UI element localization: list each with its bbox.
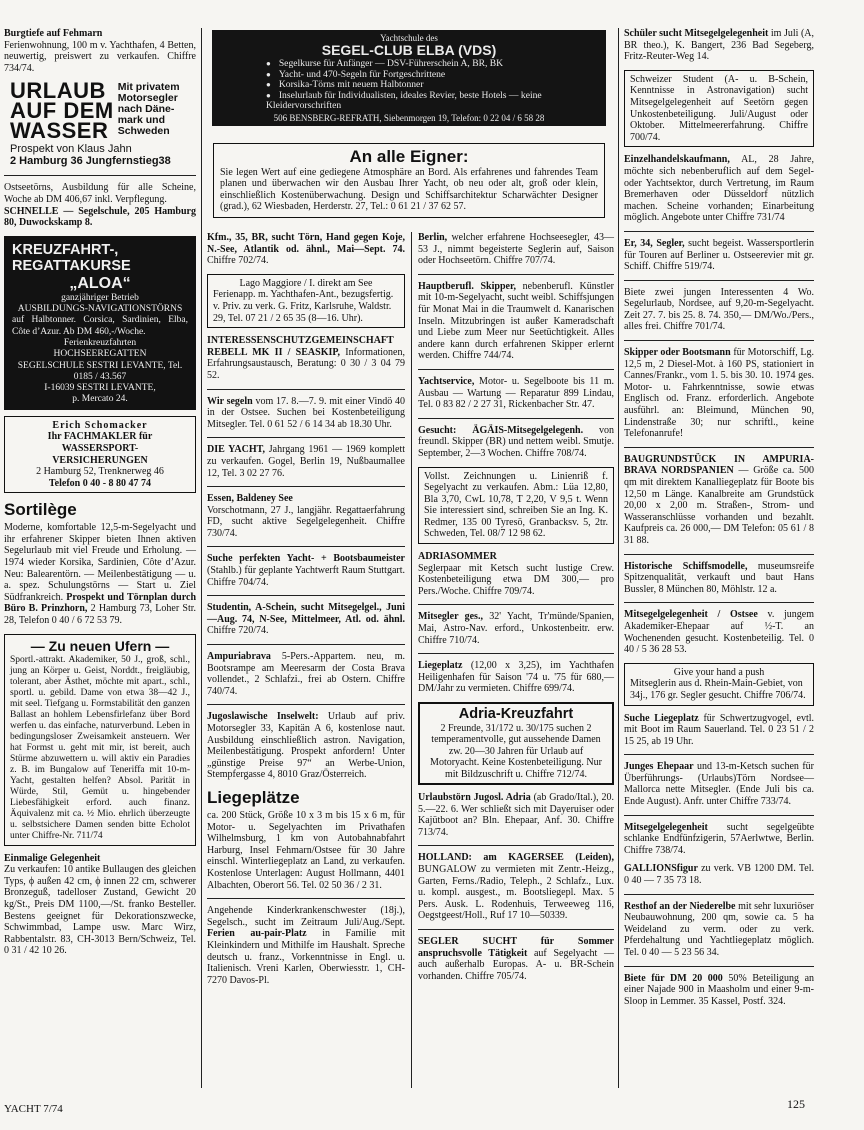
classified-ad bbox=[624, 154, 814, 224]
divider bbox=[207, 546, 405, 547]
ad-heading: Kfm., 35, BR, sucht Törn, Hand gegen Koje, N.-See, Atlantik od. ähnl., Mai—Sept. 74. bbox=[207, 232, 405, 255]
ad-text: gegen Unkostenbeteiligung. Juli/August oder Oktober. Mittelmeererfahrung. Chiffre 700/74. bbox=[630, 96, 808, 143]
schweizer-ad bbox=[624, 70, 814, 148]
classified-ad bbox=[207, 335, 405, 381]
ad-text: Prospekt und Törnplan durch Büro B. Prinzhorn, bbox=[4, 591, 196, 615]
ad-heading: Hauptberufl. Skipper, bbox=[418, 280, 516, 292]
ad-heading: Urlaubstörn Jugosl. Adria bbox=[418, 792, 531, 804]
ad-text: museumsreife Spitzenqualität, verkauft und baut Hans Bussler, 8 München 80, Möhlstr. 12 a. bbox=[624, 560, 815, 595]
ad-heading: Ampuriabrava bbox=[207, 651, 271, 663]
ufern-ad bbox=[4, 634, 196, 846]
schomacker-ad bbox=[4, 416, 196, 494]
divider bbox=[418, 653, 614, 654]
classified-ad bbox=[207, 602, 405, 637]
eigner-title: An alle Eigner: bbox=[349, 147, 469, 166]
divider bbox=[624, 602, 814, 603]
urlaub-ad bbox=[10, 78, 196, 144]
aloa-text: Ferienkreuzfahrten bbox=[63, 337, 137, 348]
classified-ad bbox=[207, 711, 405, 781]
divider bbox=[207, 437, 405, 438]
ad-heading: Biete für DM 20 000 bbox=[624, 972, 723, 984]
divider bbox=[624, 966, 814, 967]
classified-ad bbox=[624, 973, 814, 1008]
classified-ad bbox=[624, 863, 814, 886]
classified-ad bbox=[624, 28, 814, 63]
classified-ad bbox=[418, 660, 614, 695]
ad-text: mit sehr luxuriöser Neubauwohnung, 200 qm, sowie ca. 5 ha Weideland zu verm. oder zu verk. Pferdehaltung und Yachtliegeplatz möglich. Tel. 0 40 — 5 23 56 34. bbox=[624, 900, 814, 958]
ad-text: Angehende Kinderkrankenschwester (18j.), Segelsch., sucht im Zeitraum Juli/Aug./Sept. bbox=[207, 905, 405, 928]
ad-heading: GALLIONSfigur bbox=[624, 863, 698, 875]
ad-text: in Familie mit Kleinkindern und Mithilfe im Haushalt. Spreche deutsch u. franz., Vorkenntnisse in Engl. u. Italienisch. Vreni Karlen, Oberwiesstr. 1, CH-7270 Davos-Pl. bbox=[207, 928, 406, 986]
banner-list bbox=[218, 59, 600, 112]
ad-heading: Berlin, bbox=[418, 232, 448, 243]
ad-text: welcher erfahrene Hochseesegler, 43—53 J., nimmt begeisterte Seglerin auf, Saison oder Hochseetörn. Chiffre 707/74. bbox=[418, 232, 615, 267]
ad-text: Jahrgang 1961 — 1969 komplett zu verkaufen. Gogel, Berlin 19, Nußbaumallee 12, Tel. 3 02 27 76. bbox=[207, 444, 405, 479]
ad-text: nebenberufl. Künstler mit 10-m-Segelyacht, sucht weibl. Schiffsjungen für Monat Mai in die Traumwelt d. Kanarischen Inseln. Mitzubringen ist außer Kameradschaft und Liebe zum Meer nur Seetüchtigkeit. Alles andere kann durch erfahrenen Skipper erlernt werden. Chiffre 744/74. bbox=[418, 280, 614, 362]
divider bbox=[624, 894, 814, 895]
ad-heading: Skipper oder Bootsmann bbox=[624, 347, 731, 359]
ad-text: f. Segelyacht zu verkaufen. Abm.: Lüa 12,80, Bla 3,70, CwL 10,78, T 2,20, V 9,5 t. Wenn Sie interessiert sind, schreiben Sie an Ing. K. Redmer, 135 00 Tyresö, Granbacksv. 5, 2tr. Schweden, Tel. 08/7 12 98 62. bbox=[424, 470, 609, 540]
ad-heading: HOLLAND: am KAGERSEE (Leiden), bbox=[418, 852, 614, 864]
ad-heading: Schüler sucht Mitsegelgelegenheit bbox=[624, 28, 769, 39]
page-number: 125 bbox=[787, 1097, 805, 1111]
column-2 bbox=[207, 232, 405, 993]
banner-item: ● Inselurlaub für Individualisten, ideales Revier, beste Hotels — keine Kleidervorschriften bbox=[266, 91, 600, 112]
ad-text: 5-Pers.-Appartem. neu, m. Bootsrampe am Meeresarm der Costa Brava vollendet., 2 Schlafzi., frei ab Ostern. Chiffre 740/74. bbox=[207, 651, 405, 697]
ad-heading: Vollst. Zeichnungen u. Linienriß bbox=[424, 470, 589, 482]
classified-ad bbox=[418, 936, 614, 982]
banner-address: 506 BENSBERG-REFRATH, Siebenmorgen 19, Telefon: 0 22 04 / 6 58 28 bbox=[273, 112, 545, 123]
classified-ad bbox=[418, 611, 614, 646]
ad-text: Informationen, Erfahrungsaustausch, Beratung: 0 30 / 3 04 79 52. bbox=[207, 346, 405, 381]
aloa-text: HOCHSEEREGATTEN bbox=[53, 349, 147, 360]
urlaub-line: AUF DEM bbox=[10, 98, 114, 124]
divider bbox=[207, 389, 405, 390]
aloa-text: auf Halbtonner. Corsica, Sardinien, Elba, Côte d’Azur. Ab DM 460,-/Woche. bbox=[12, 315, 188, 337]
ad-heading: Erich Schomacker bbox=[52, 419, 148, 431]
divider bbox=[4, 175, 196, 176]
ad-heading: Liegeplatz bbox=[418, 660, 463, 672]
ad-text: Zu verkaufen: 10 antike Bullaugen des gleichen Typs, ϕ außen 42 cm, ϕ innen 22 cm, schwerer Bronzeguß, tadelloser Zustand, Gewicht 20 kg/St., Preis DM 1100,—/St. franko Besteller. Bestens geeignet für Dekorationszwecke, Schwimmbad, Lampe usw. Marc Wirz, Rabbentalstr. 83, CH-3013 Bern/Schweiz, Tel. 0 31 / 42 10 26. bbox=[4, 864, 196, 957]
urlaub-side: nach Däne- bbox=[117, 103, 175, 116]
ad-text: im Juli (A, BR theo.), K. Bangert, 236 Bad Segeberg, Fritz-Reuter-Weg 14. bbox=[624, 28, 815, 63]
banner-item: ● Korsika-Törns mit neuem Halbtonner bbox=[266, 80, 600, 91]
classified-ad bbox=[418, 551, 614, 597]
ad-text: ca. 200 Stück, Größe 10 x 3 m bis 15 x 6 m, für Motor- u. Segelyachten im Privathafen Wilhelmsburg, 1 km von Autobahnabfahrt Harburg, Insel Fehmarn/Ostsee für 30 Jahre einschl. Winterliegeplatz an Land, zu verkaufen. Kostenlose Unterlagen: August Hollmann, 4401 Albachten, Oberort 56. Tel. 02 50 36 / 2 31. bbox=[207, 809, 405, 891]
ad-heading: Adria-Kreuzfahrt bbox=[458, 706, 574, 722]
segel-club-elba-banner bbox=[212, 30, 606, 126]
ad-text: Ferienwohnung, 100 m v. Yachthafen, 4 Betten, neuwertig, preiswert zu verkaufen. Chiffre 734/74. bbox=[4, 39, 196, 74]
urlaub-side: Mit privatem bbox=[117, 81, 180, 94]
ad-text: Seglerpaar mit Ketsch sucht lustige Crew. Kostenbeteiligung etwa DM 300,— pro Pers./Woche. Chiffre 709/74. bbox=[418, 562, 614, 597]
classified-ad bbox=[418, 376, 614, 411]
urlaub-contact bbox=[10, 143, 196, 167]
ad-text: Ferien au-pair-Platz bbox=[207, 928, 307, 940]
divider bbox=[624, 231, 814, 232]
column-rule bbox=[618, 28, 619, 1088]
ad-text: v. jungem Akademiker-Ehepaar auf ½-T. an Wochenenden gesucht. Kostenbeteilig. Tel. 0 40 / 5 36 28 53. bbox=[624, 609, 814, 656]
divider bbox=[207, 644, 405, 645]
ad-heading: Junges Ehepaar bbox=[624, 761, 694, 773]
divider bbox=[207, 704, 405, 705]
divider bbox=[418, 845, 614, 846]
divider bbox=[418, 369, 614, 370]
classified-ad bbox=[624, 287, 814, 333]
ad-text: von freundl. Skipper (BR) und nettem weibl. Smutje. September, 2—3 Wochen. Chiffre 708/74. bbox=[418, 424, 614, 459]
divider bbox=[418, 418, 614, 419]
classified-ad bbox=[207, 396, 405, 431]
ad-text: 2 Freunde, 31/172 u. 30/175 suchen 2 temperamentvolle, gut aussehende Damen zw. 20—30 Jahren für Urlaub auf Motoryacht. Keine Kostenbeteiligung. Nur mit Bildzuschrift u. Chiffre 712/74. bbox=[430, 723, 602, 780]
ad-text: zu verk. VB 1200 DM. Tel. 0 40 — 7 35 73 18. bbox=[624, 863, 814, 887]
ad-text: für Schwertzugvogel, evtl. mit Boot im Raum Sauerland. Tel. 0 23 51 / 2 15 25, ab 19 Uhr. bbox=[624, 712, 815, 747]
ad-heading-large: Sortilège bbox=[4, 500, 77, 520]
divider bbox=[624, 340, 814, 341]
classified-ad bbox=[4, 28, 196, 74]
ad-text: für Motorschiff, Lg. 12,5 m, 2 Diesel-Mot. à 160 PS, stationiert in Cannes/Frankr., vom 1. 5. bis 30. 10. 1974 ges. Motor- u. Fahrkenntnisse, sowie etwas Englisch od. Franz. erforderlich. Angebote ausführl. an: Bleimund, München 90, Lindenstraße 30; nur schriftl., keine Telefonanrufe! bbox=[624, 347, 815, 440]
classified-ad bbox=[624, 713, 814, 748]
ad-text: Motor- u. Segelboote bis 11 m. Ausbau — Wartung — Reparatur 899 Lindau, Tel. 0 83 82 / 2 27 31, Rickenbacher Str. 47. bbox=[418, 375, 615, 411]
classified-ad bbox=[207, 810, 405, 891]
ad-text: 32' Yacht, Tr'münde/Spanien, Mai, Astro-Nav. erford., Unkostenbeitr. erw. Chiffre 710/74. bbox=[418, 611, 614, 646]
aloa-text: ganzjähriger Betrieb bbox=[61, 292, 139, 303]
divider bbox=[624, 280, 814, 281]
banner-item: ● Segelkurse für Anfänger — DSV-Führerschein A, BR, BK bbox=[266, 59, 600, 70]
aloa-text: p. Mercato 24. bbox=[72, 394, 128, 405]
ad-text: sucht begeist. Wassersportlerin für Touren auf Berliner u. Ostseerevier mit gr. Schiff. Chiffre 519/74. bbox=[624, 237, 814, 273]
ad-text: Mitsegelgelegenheit auf Seetörn bbox=[630, 96, 775, 108]
classified-ad bbox=[207, 232, 405, 267]
ad-text: Ihr FACHMAKLER für bbox=[47, 431, 153, 443]
classified-ad bbox=[4, 853, 196, 957]
ad-heading: INTERESSENSCHUTZGEMEINSCHAFT REBELL MK II / SEASKIP, bbox=[207, 335, 394, 358]
give-hand-ad bbox=[624, 663, 814, 706]
urlaub-sub: Prospekt von Klaus Jahn bbox=[10, 143, 132, 156]
classified-ad bbox=[4, 522, 196, 626]
classified-ad bbox=[624, 347, 814, 440]
ad-heading: Burgtiefe auf Fehmarn bbox=[4, 28, 103, 39]
divider bbox=[624, 815, 814, 816]
classified-ad bbox=[418, 232, 614, 267]
ad-text: Telefon 0 40 - 8 80 47 74 bbox=[48, 477, 152, 489]
ad-text: und 13-m-Ketsch suchen für Überführungs- (Urlaubs)Törn Nordsee—Mallorca nette Mitsegler. (Ende Juli bis ca. Ende August). Anfr. unter Chiffre 733/74. bbox=[624, 761, 815, 808]
ad-heading: Resthof an der Niederelbe bbox=[624, 900, 736, 912]
ad-heading: Mitsegler ges., bbox=[418, 611, 483, 623]
classified-ad bbox=[207, 651, 405, 697]
classified-ad bbox=[207, 553, 405, 588]
urlaub-side: Schweden bbox=[117, 125, 170, 138]
ad-text: BUNGALOW zu vermieten mit Zentr.-Heizg., Garten, Ferns./Radio, Teleph., 2 Schlafz., Lux. u. kompl. ausgest., m. Bootsliegepl. Max. 5 Pers. Ausk. L. Rodenhuis, Terweeweg 116, Oegstgeest/Holl., Ruf 17 10—50339. bbox=[418, 864, 614, 922]
classified-ad bbox=[624, 822, 814, 857]
adria-kreuzfahrt-ad bbox=[418, 702, 614, 785]
urlaub-side: Motorsegler bbox=[117, 92, 178, 105]
ad-heading: Wir segeln bbox=[207, 395, 253, 407]
ad-text: 2 Hamburg 52, Trenknerweg 46 bbox=[36, 466, 164, 478]
urlaub-sub: 2 Hamburg 36 Jungfernstieg38 bbox=[10, 155, 171, 168]
ad-heading: Suche perfekten Yacht- + Bootsbaumeister bbox=[207, 553, 405, 565]
ad-text: Sportl.-attrakt. Akademiker, 50 J., groß, schl., jung an Körper u. Geist, Norddt., freigläubig, tolerant, aber Ästhet, möchte mit apart., schl., sportl. u. gebild. Dame von etwa 38—42 J., mit seel. Tiefgang u. Formstabilität den ganzen Ballast an hohlem Lebensfirlefanz über Bord werfen u. das einfache, naturverbund. Leben in bedingungsloser Zweisamkeit ansteuern. Wer hat Formst u. geht mit mir, ist bereit, auch Stürme abzuwettern u. will aktiv ein Paradies z. B. im Bungalow auf Teneriffa mit 10-m-Yacht, gestalten helfen? Absol. Parität in Würde, Stil, Gemüt u. hingebender Liebesfähigkeit erford. auch finanz. Äquivalenz mit ca. ½ Mio. ehrlich überzeugte u. selbstsichere Damen senden bitte Echolot unter Chiffre-Nr. 711/74 bbox=[10, 654, 190, 841]
column-rule bbox=[411, 232, 412, 1088]
aloa-text: SEGELSCHULE SESTRI LEVANTE, Tel. 0185 / 43.567 bbox=[17, 360, 183, 382]
ad-heading: Einzelhandelskaufmann, bbox=[624, 154, 730, 166]
banner-item: ● Yacht- und 470-Segeln für Fortgeschrittene bbox=[266, 70, 600, 81]
ad-text: auf Segelyacht — auch außerhalb Europas. A- u. BR-Schein vorhanden. Chiffre 705/74. bbox=[418, 947, 614, 982]
classified-ad bbox=[624, 901, 814, 959]
divider bbox=[207, 595, 405, 596]
banner-name: SEGEL-CLUB ELBA (VDS) bbox=[321, 42, 497, 58]
ad-heading: Studentin, A-Schein, sucht Mitsegelgel., Juni—Aug. 74, N-See, Mittelmeer, Atl. od. ähnl. bbox=[207, 602, 405, 625]
ad-heading: Jugoslawische Inselwelt: bbox=[207, 711, 319, 723]
classified-ad bbox=[4, 182, 196, 228]
ad-heading: ADRIASOMMER bbox=[418, 551, 497, 563]
lago-ad bbox=[207, 274, 405, 328]
classified-ad bbox=[418, 281, 614, 362]
divider bbox=[624, 447, 814, 448]
ad-heading: Give your hand a push bbox=[673, 666, 765, 678]
eigner-ad bbox=[213, 143, 605, 218]
ad-text: 2 Hamburg 73, Loher Str. 28, Telefon 0 40 / 6 72 53 79. bbox=[4, 603, 197, 627]
classified-ad bbox=[624, 238, 814, 273]
ad-heading-large: Liegeplätze bbox=[207, 787, 300, 807]
ad-text: Chiffre 720/74. bbox=[207, 625, 269, 637]
aloa-title: REGATTAKURSE bbox=[12, 257, 131, 274]
ad-heading: Suche Liegeplatz bbox=[624, 712, 699, 724]
linienriss-ad bbox=[418, 467, 614, 545]
classified-ad bbox=[418, 425, 614, 460]
ad-text: Vorschotmann, 27 J., langjähr. Regattaerfahrung FD, sucht aktive Segelgelegenheit. Chiffre 730/74. bbox=[207, 504, 405, 539]
column-rule bbox=[201, 28, 202, 1088]
ad-text: VERSICHERUNGEN bbox=[52, 454, 148, 466]
column-4 bbox=[624, 28, 814, 1014]
aloa-text: I-16039 SESTRI LEVANTE, bbox=[44, 383, 156, 394]
ad-heading: BAUGRUNDSTÜCK IN AMPURIA-BRAVA NORDSPANIEN bbox=[624, 453, 814, 477]
divider bbox=[418, 604, 614, 605]
ad-text: (ab Grado/Ital.), 20. 5.—22. 6. Wer schließt sich mit Dayeruiser oder Kajütboot an? Bln. Ehepaar, Anf. 30. Chiffre 713/74. bbox=[418, 792, 615, 838]
ad-text: (Stahlb.) für geplante Yachtwerft Raum Stuttgart. Chiffre 704/74. bbox=[207, 565, 405, 588]
ad-heading: Lago Maggiore / I. direkt am See bbox=[239, 277, 373, 289]
ad-text: — Größe ca. 500 qm mit direktem Kanalliegeplatz für Boote bis 12,50 m Länge. Kanalbreite am Grundstück 20,00 x 2,00 m. Straßen-, Strom- und Wasseranschlüsse vorhanden und bezahlt. Kaufpreis ca. 26 000,— DM Telefon: 05 61 / 8 31 88. bbox=[624, 465, 814, 546]
divider bbox=[624, 754, 814, 755]
ad-text: Mitseglerin aus d. Rhein-Main-Gebiet, von 34j., 176 gr. Segler gesucht. Chiffre 706/74. bbox=[630, 678, 806, 701]
banner-top: Yachtschule des bbox=[380, 33, 438, 43]
eigner-text: Sie legen Wert auf eine gediegene Atmosphäre an Bord. Als erfahrenes und fahrendes Team planen und überwachen wir den Ausbau Ihrer Yacht, ob neu oder alt, groß oder klein, einschließlich Kostenüberwachung. Design und Schiffsarchitektur Scharwächter Designer (grad.), 62 Wiesbaden, Herderstr. 27, Tel.: 0 61 21 / 37 62 57. bbox=[220, 167, 598, 213]
column-1 bbox=[4, 28, 196, 964]
ad-text: Urlaub auf priv. Motorsegler 33, Kapitän A 6, kostenlose naut. Ausbildung einschließlich astron. Navigation, Meilenbestätigung. Prospekt anfordern! Unter „günstige Preise 97“ an Werbe-Union, Stempfergasse 4, 8010 Graz/Österreich. bbox=[207, 711, 406, 781]
aloa-name: „ALOA“ bbox=[69, 274, 131, 292]
ad-text: (12,00 x 3,25), im Yachthafen Heiligenhafen für Saison '74 u. '75 für 680,— DM/Jahr zu vermieten. Chiffre 699/74. bbox=[418, 660, 615, 695]
ad-heading: Historische Schiffsmodelle, bbox=[624, 560, 748, 572]
aloa-ad bbox=[4, 236, 196, 410]
ad-text: Schweizer Student (A- u. B-Schein, Kenntnisse in Astronavigation) sucht bbox=[630, 73, 808, 97]
aloa-text: AUSBILDUNGS-NAVIGATIONSTÖRNS bbox=[17, 304, 183, 315]
urlaub-line: WASSER bbox=[10, 118, 109, 144]
ad-heading: Mitsegelgelegenheit / Ostsee bbox=[624, 609, 758, 621]
classified-ad bbox=[207, 444, 405, 479]
classified-ad bbox=[624, 761, 814, 807]
divider bbox=[207, 486, 405, 487]
ad-text: vom 17. 8.—7. 9. mit einer Vindö 40 in der Ostsee. Suchen bei Kostenbeteiligung Mitsegler. Tel. 0 61 52 / 6 14 34 ab 18.30 Uhr. bbox=[207, 395, 405, 430]
ad-text: Ferienapp. m. Yachthafen-Ant., bezugsfertig. v. Priv. zu verk. G. Fritz, Karlsruhe, Waldstr. 29, Tel. 07 21 / 2 65 35 (8—16. Uhr). bbox=[213, 289, 394, 324]
ad-heading: — Zu neuen Ufern — bbox=[30, 637, 170, 654]
divider bbox=[418, 929, 614, 930]
classified-ad bbox=[418, 792, 614, 838]
divider bbox=[624, 554, 814, 555]
ad-text: Moderne, komfortable 12,5-m-Segelyacht und ihr erfahrener Skipper bieten Ihnen aktiven Segelurlaub mit viel Freude und Erholung. — 1974 wieder Korsika, Sardinien, Côte d’Azur. Neu: Balearentörn. — Meilenbestätigung — u. a. spez. Schulungstörns — Start u. Ziel Südfrankreich. bbox=[4, 522, 196, 603]
column-3 bbox=[418, 232, 614, 989]
classified-ad bbox=[624, 561, 814, 596]
ad-heading: SEGLER SUCHT für Sommer anspruchsvolle Tätigkeit bbox=[418, 935, 614, 959]
ad-text: Ostseetörns, Ausbildung für alle Scheine, Woche ab DM 406,67 inkl. Verpflegung. bbox=[4, 182, 196, 205]
urlaub-line: URLAUB bbox=[10, 78, 106, 104]
ad-text: AL, 28 Jahre, möchte sich nebenberuflich auf dem Segel- oder Yachtsektor, durch Vertretung, im Raum Bremerhaven oder Düsseldorf nützlich machen. Scheine vorhanden; Einarbeitung möglich. Angebote unter Chiffre 731/74 bbox=[624, 154, 814, 224]
ad-text: sucht segelgeübte schlanke Endfünfzigerin, 57Aerlwtwe, Berlin. Chiffre 738/74. bbox=[624, 821, 815, 856]
divider bbox=[207, 898, 405, 899]
classified-ad bbox=[207, 493, 405, 539]
urlaub-side: mark und bbox=[117, 114, 165, 127]
classified-ad bbox=[418, 852, 614, 922]
aloa-title: KREUZFAHRT-, bbox=[12, 241, 119, 258]
ad-heading: Essen, Baldeney See bbox=[207, 493, 293, 505]
ad-text: SCHNELLE — Segelschule, 205 Hamburg 80, Duwockskamp 8. bbox=[4, 205, 196, 229]
classified-ad bbox=[207, 905, 405, 986]
ad-heading: Er, 34, Segler, bbox=[624, 237, 685, 249]
ad-text: Biete zwei jungen Interessenten 4 Wo. Segelurlaub, Nordsee, auf 9,20-m-Segelyacht. Zeit 27. 7. bis 25. 8. 74. 350,— DM/Wo./Pers., alles frei. Chiffre 701/74. bbox=[624, 286, 814, 333]
magazine-footer: YACHT 7/74 bbox=[4, 1103, 63, 1115]
ad-text: WASSERSPORT- bbox=[61, 442, 139, 454]
ad-text: Chiffre 702/74. bbox=[207, 255, 269, 267]
ad-heading: Einmalige Gelegenheit bbox=[4, 852, 101, 864]
ad-heading: Gesucht: ÄGÄIS-Mitsegelgelegenh. bbox=[418, 424, 584, 436]
ad-heading: Mitsegelgelegenheit bbox=[624, 821, 708, 833]
classified-ad bbox=[624, 609, 814, 655]
ad-text: 50% Beteiligung an einer Najade 900 in Maasholm und einer 9-m-Sloop in Lemmer. 35 Kassel, Postf. 324. bbox=[624, 972, 815, 1007]
ad-heading: DIE YACHT, bbox=[207, 444, 266, 456]
ad-heading: Yachtservice, bbox=[418, 375, 475, 387]
divider bbox=[418, 274, 614, 275]
classified-ad bbox=[624, 454, 814, 547]
